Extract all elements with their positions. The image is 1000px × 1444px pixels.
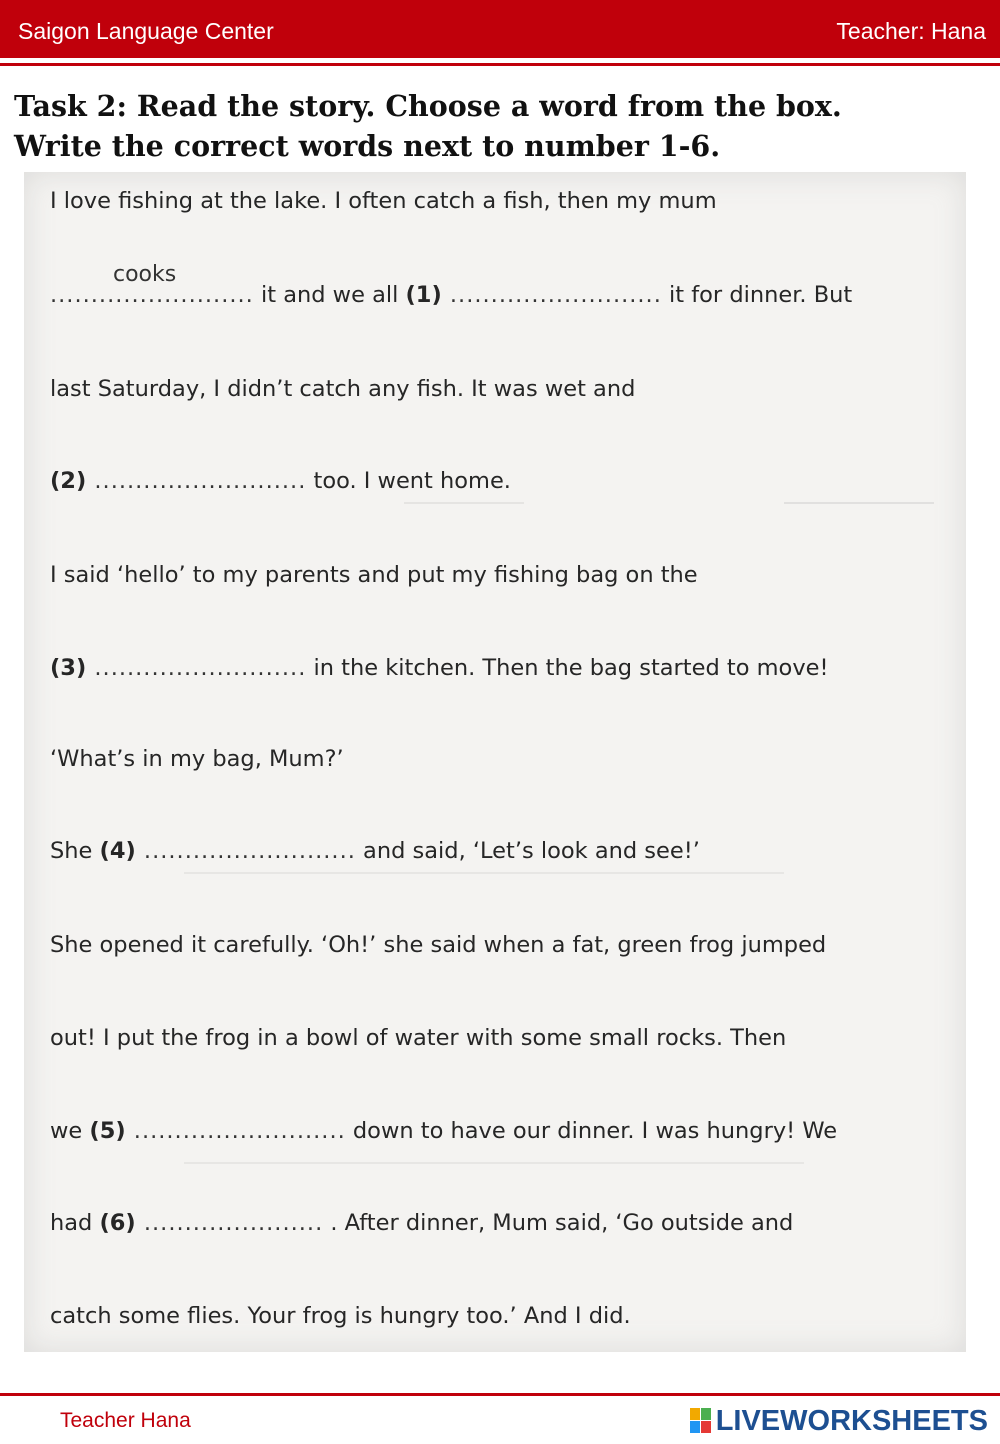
blank-number-6: (6) xyxy=(99,1210,136,1236)
center-name: Saigon Language Center xyxy=(18,18,274,44)
story-line-9 xyxy=(50,932,826,958)
story-text: too. I went home. xyxy=(306,468,511,494)
story-line-1 xyxy=(50,188,717,214)
story-text: I said ‘hello’ to my parents and put my fishing bag on the xyxy=(50,562,698,588)
task-line-1: Task 2: Read the story. Choose a word from the box. xyxy=(14,89,842,123)
story-line-11 xyxy=(50,1118,837,1144)
liveworksheets-brand: LIVEWORKSHEETS xyxy=(715,1404,988,1437)
story-line-6 xyxy=(50,655,829,681)
story-text: we xyxy=(50,1118,90,1144)
story-text: catch some flies. Your frog is hungry too.’ And I did. xyxy=(50,1303,631,1329)
story-text: had xyxy=(50,1210,100,1236)
story-line-7 xyxy=(50,746,344,772)
blank-3[interactable]: .......................... xyxy=(86,655,307,681)
show-through-mark xyxy=(404,502,524,504)
story-text: down to have our dinner. I was hungry! We xyxy=(345,1118,838,1144)
header-bar xyxy=(0,0,1000,58)
story-line-8 xyxy=(50,838,700,864)
story-line-2 xyxy=(50,282,852,308)
task-line-2: Write the correct words next to number 1-6. xyxy=(14,129,721,163)
story-text: out! I put the frog in a bowl of water with some small rocks. Then xyxy=(50,1025,787,1051)
blank-2[interactable]: .......................... xyxy=(86,468,307,494)
story-line-3 xyxy=(50,376,635,402)
story-text: . After dinner, Mum said, ‘Go outside and xyxy=(323,1210,794,1236)
footer-teacher: Teacher Hana xyxy=(60,1409,191,1432)
header-divider xyxy=(0,63,1000,66)
show-through-mark xyxy=(184,872,784,874)
blank-number-2: (2) xyxy=(50,468,87,494)
story-text: it for dinner. But xyxy=(661,282,853,308)
blank-6[interactable]: ...................... xyxy=(135,1210,324,1236)
show-through-mark xyxy=(784,502,934,504)
show-through-mark xyxy=(184,1162,804,1164)
story-text: and said, ‘Let’s look and see!’ xyxy=(355,838,700,864)
blank-1[interactable]: .......................... xyxy=(441,282,662,308)
story-text: last Saturday, I didn’t catch any fish. It was wet and xyxy=(50,376,636,402)
story-line-4 xyxy=(50,468,511,494)
example-answer: cooks xyxy=(113,262,177,287)
liveworksheets-logo[interactable] xyxy=(690,1404,988,1438)
story-text: it and we all xyxy=(253,282,406,308)
blank-number-3: (3) xyxy=(50,655,87,681)
footer-divider xyxy=(0,1393,1000,1396)
blank-4[interactable]: .......................... xyxy=(135,838,356,864)
blank-5[interactable]: .......................... xyxy=(125,1118,346,1144)
task-instructions xyxy=(14,86,989,166)
story-line-13 xyxy=(50,1303,631,1329)
story-text: in the kitchen. Then the bag started to move! xyxy=(306,655,829,681)
liveworksheets-logo-icon xyxy=(690,1408,712,1434)
story-text: ‘What’s in my bag, Mum?’ xyxy=(50,746,344,772)
story-text: She xyxy=(50,838,100,864)
story-line-10 xyxy=(50,1025,786,1051)
blank-number-5: (5) xyxy=(89,1118,126,1144)
teacher-label: Teacher: Hana xyxy=(836,18,986,44)
blank-example: ......................... xyxy=(50,282,254,308)
blank-number-1: (1) xyxy=(405,282,442,308)
story-line-12 xyxy=(50,1210,793,1236)
story-text: She opened it carefully. ‘Oh!’ she said when a fat, green frog jumped xyxy=(50,932,827,958)
story-text: I love fishing at the lake. I often catch a fish, then my mum xyxy=(50,188,717,214)
blank-number-4: (4) xyxy=(99,838,136,864)
story-line-5 xyxy=(50,562,698,588)
